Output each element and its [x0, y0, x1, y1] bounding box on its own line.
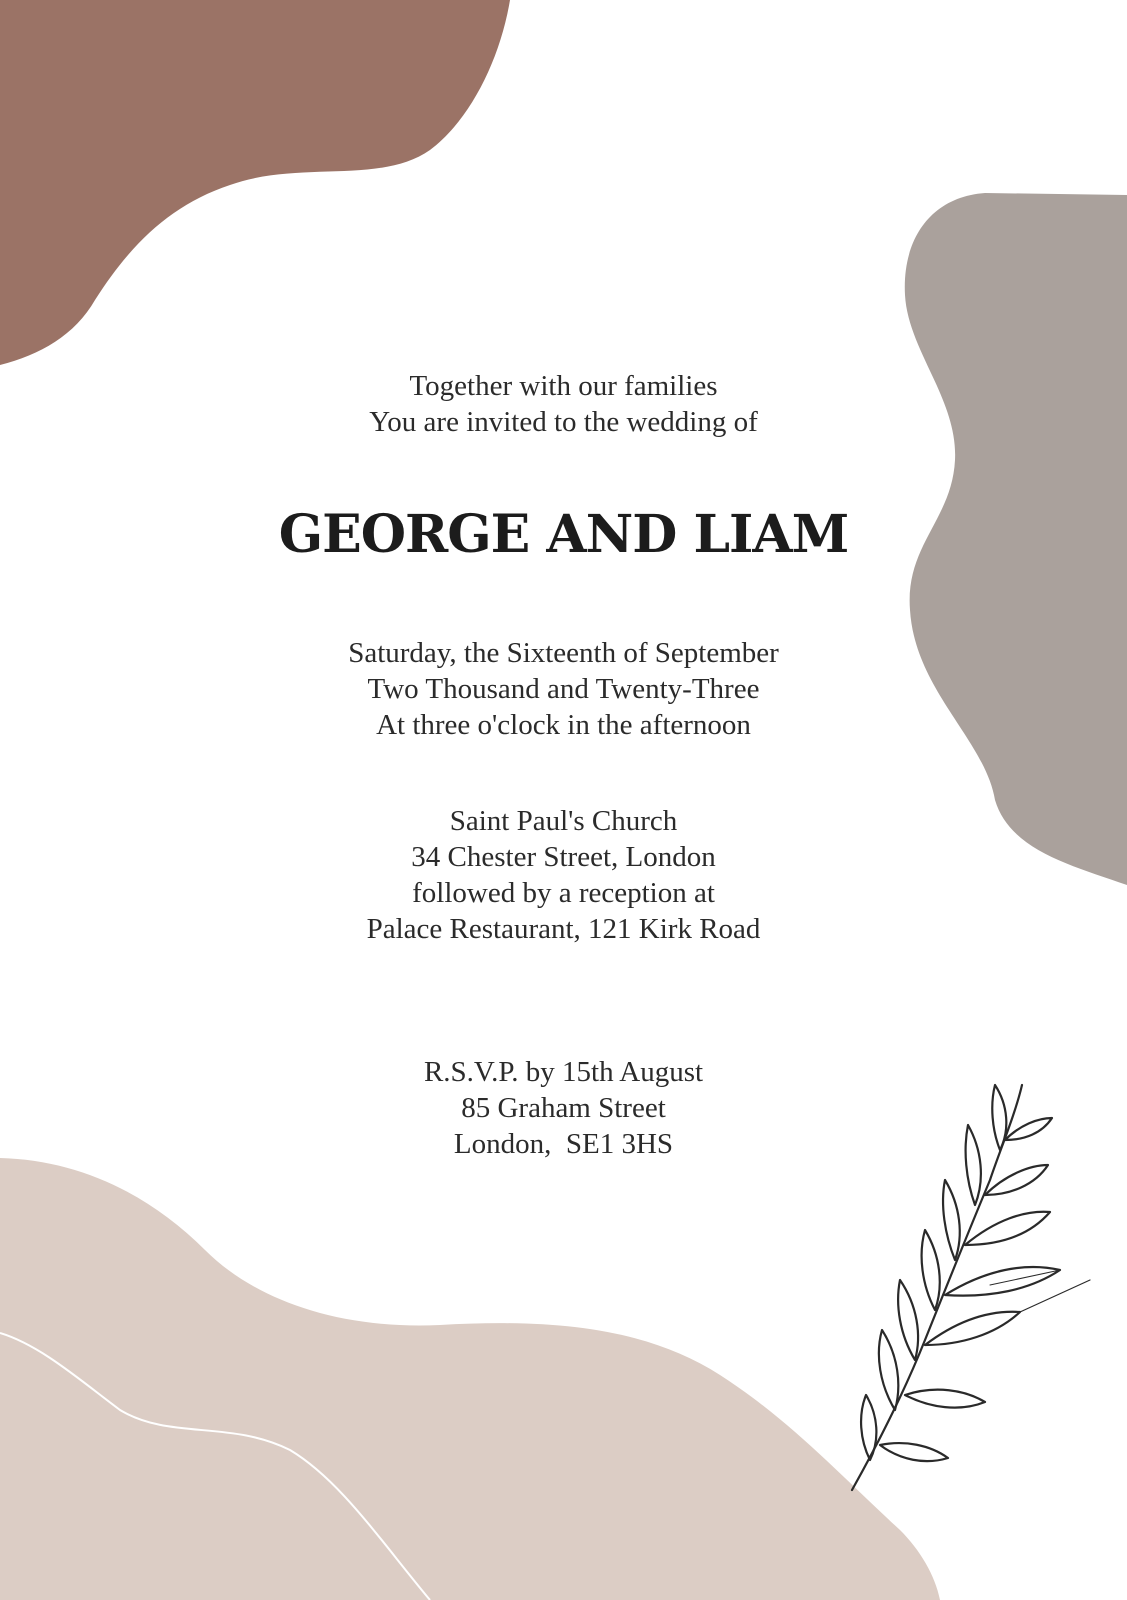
rsvp-block — [0, 1054, 1127, 1162]
bottom-blob — [0, 1158, 940, 1600]
venue-line-3: followed by a reception at — [412, 877, 715, 909]
venue-block — [0, 803, 1127, 947]
date-block — [0, 635, 1127, 743]
couple-names: GEORGE AND LIAM — [278, 504, 849, 565]
date-line-2: Two Thousand and Twenty-Three — [367, 673, 760, 705]
date-line-1: Saturday, the Sixteenth of September — [348, 637, 779, 669]
rsvp-line-2: 85 Graham Street — [461, 1092, 666, 1124]
venue-line-4: Palace Restaurant, 121 Kirk Road — [366, 913, 761, 945]
venue-line-2: 34 Chester Street, London — [411, 841, 716, 873]
top-left-blob — [0, 0, 510, 365]
venue-line-1: Saint Paul's Church — [449, 805, 678, 837]
intro-block — [0, 368, 1127, 440]
intro-line-2: You are invited to the wedding of — [369, 406, 758, 438]
date-line-3: At three o'clock in the afternoon — [376, 709, 751, 741]
intro-line-1: Together with our families — [409, 370, 718, 402]
rsvp-line-3: London, SE1 3HS — [453, 1128, 674, 1160]
rsvp-line-1: R.S.V.P. by 15th August — [423, 1056, 704, 1088]
